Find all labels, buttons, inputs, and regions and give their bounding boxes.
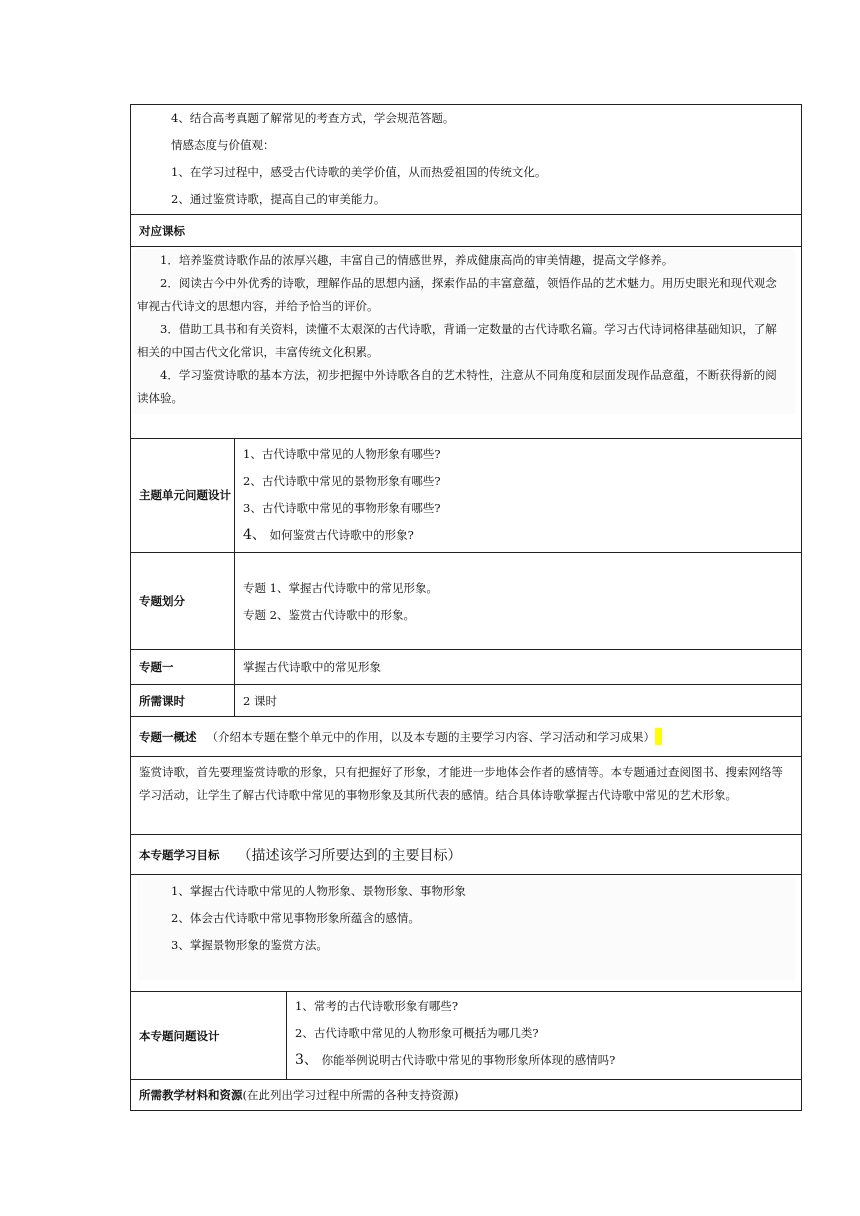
goals-body-row: [131, 878, 801, 992]
unit-question-4-number: 4、: [243, 527, 266, 543]
unit-questions-row: [131, 439, 801, 553]
unit-question: 1、古代诗歌中常见的人物形象有哪些?: [243, 447, 441, 461]
topic-question: 2、古代诗歌中常见的人物形象可概括为哪几类?: [295, 1026, 539, 1040]
goal-item: 2、体会古代诗歌中常见事物形象所蕴含的感情。: [171, 911, 420, 925]
topic-division-row: [131, 553, 801, 650]
attitude-2: 2、通过鉴赏诗歌，提高自己的审美能力。: [171, 192, 386, 206]
overview-body: 鉴赏诗歌，首先要理鉴赏诗歌的形象，只有把握好了形象，才能进一步地体会作者的感情等。本专题通过查阅图书、搜索网络等学习活动，让学生了解古代诗歌中常见的事物形象及其所代表的感情。结合具体诗歌掌握古代诗歌中常见的艺术形象。: [139, 765, 783, 802]
unit-question: [243, 522, 801, 549]
unit-question: 3、古代诗歌中常见的事物形象有哪些?: [243, 501, 441, 515]
topic-one-label: 专题一: [131, 650, 235, 684]
unit-question: 2、古代诗歌中常见的景物形象有哪些?: [243, 474, 441, 488]
overview-heading-row: [131, 717, 801, 757]
objective-4: 4、结合高考真题了解常见的考查方式，学会规范答题。: [171, 111, 455, 125]
topic-question: [295, 1047, 801, 1074]
goals-label: 本专题学习目标: [139, 847, 220, 862]
topic-division-item: 专题 1、掌握古代诗歌中的常见形象。: [243, 581, 438, 595]
hours-value: 2 课时: [243, 693, 277, 708]
objectives-continuation-row: [131, 105, 801, 215]
hours-label: 所需课时: [131, 685, 235, 716]
topic-questions-row: [131, 992, 801, 1080]
goal-item: 3、掌握景物形象的鉴赏方法。: [171, 938, 328, 952]
standard-item: 1．培养鉴赏诗歌作品的浓厚兴趣，丰富自己的情感世界，养成健康高尚的审美情趣，提高文学修养。: [160, 253, 674, 267]
goals-list: [137, 878, 795, 980]
goals-note: （描述该学习所要达到的主要目标）: [237, 847, 462, 864]
standards-heading: 对应课标: [139, 223, 185, 238]
topic-division-label: 专题划分: [131, 553, 235, 649]
overview-label: 专题一概述: [139, 729, 197, 744]
unit-questions-content: [235, 439, 801, 552]
goals-heading-row: [131, 835, 801, 875]
attitude-1: 1、在学习过程中，感受古代诗歌的美学价值，从而热爱祖国的传统文化。: [171, 165, 547, 179]
attitude-heading: 情感态度与价值观：: [171, 138, 275, 152]
unit-questions-label: 主题单元问题设计: [131, 439, 235, 552]
standards-list: [133, 249, 795, 414]
standard-item: 2．阅读古今中外优秀的诗歌，理解作品的思想内涵，探索作品的丰富意蕴，领悟作品的艺术魅力。用历史眼光和现代观念审视古代诗文的思想内容，并给予恰当的评价。: [137, 276, 777, 313]
topic-question-3-text: 你能举例说明古代诗歌中常见的事物形象所体现的感情吗?: [321, 1053, 616, 1067]
standard-item: 3．借助工具书和有关资料，读懂不太艰深的古代诗歌，背诵一定数量的古代诗歌名篇。学习古代诗词格律基础知识，了解相关的中国古代文化常识，丰富传统文化积累。: [137, 322, 777, 359]
topic-one-row: [131, 650, 801, 685]
topic-questions-content: [287, 992, 801, 1079]
standard-item: 4．学习鉴赏诗歌的基本方法，初步把握中外诗歌各自的艺术特性，注意从不同角度和层面发现作品意蕴，不断获得新的阅读体验。: [137, 368, 777, 405]
topic-division-item: 专题 2、鉴赏古代诗歌中的形象。: [243, 608, 415, 622]
resources-label: 所需教学材料和资源: [139, 1088, 243, 1102]
hours-row: [131, 685, 801, 717]
highlight-mark: [655, 728, 662, 745]
standards-heading-row: [131, 215, 801, 247]
unit-question-4-text: 如何鉴赏古代诗歌中的形象?: [269, 528, 414, 542]
topic-question: 1、常考的古代诗歌形象有哪些?: [295, 999, 458, 1013]
topic-division-content: [235, 553, 801, 649]
overview-body-row: [131, 757, 801, 835]
goal-item: 1、掌握古代诗歌中常见的人物形象、景物形象、事物形象: [171, 884, 466, 898]
topic-questions-label: 本专题问题设计: [131, 992, 287, 1079]
standards-body-row: [131, 249, 801, 439]
topic-one-value: 掌握古代诗歌中的常见形象: [243, 660, 381, 674]
resources-row: [131, 1080, 801, 1110]
topic-question-3-number: 3、: [295, 1052, 318, 1068]
overview-note: （介绍本专题在整个单元中的作用，以及本专题的主要学习内容、学习活动和学习成果）: [206, 729, 655, 744]
resources-note: (在此列出学习过程中所需的各种支持资源): [242, 1088, 459, 1102]
lesson-plan-table: [130, 104, 802, 1111]
